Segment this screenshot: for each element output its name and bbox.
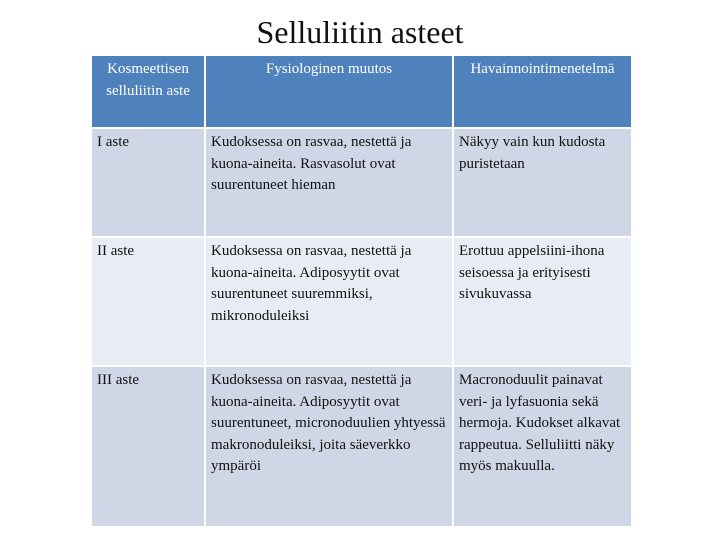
observation-text: Macronoduulit painavat veri- ja lyfasuonia sekä hermoja. Kudokset alkavat rappeutua. Selluliitti näky myös makuulla. — [459, 372, 621, 474]
grade-text: III aste — [97, 372, 140, 388]
table-row — [91, 128, 632, 237]
header-physiological-change — [205, 55, 453, 128]
slide-title: Selluliitin asteet — [256, 14, 464, 50]
grade-cell — [91, 366, 205, 527]
change-cell — [205, 128, 453, 237]
grade-cell — [91, 128, 205, 237]
cellulite-grade-table — [90, 54, 633, 528]
observation-text: Näkyy vain kun kudosta puristetaan — [459, 134, 606, 172]
table-header-row — [91, 55, 632, 128]
change-text: Kudoksessa on rasvaa, nestettä ja kuona-aineita. Rasvasolut ovat suurentuneet hieman — [211, 134, 412, 193]
header-observation-method — [453, 55, 632, 128]
header-change-label: Fysiologinen muutos — [265, 61, 393, 77]
observation-cell — [453, 237, 632, 366]
grade-cell — [91, 237, 205, 366]
grade-text: I aste — [97, 134, 130, 150]
table-row — [91, 237, 632, 366]
observation-cell — [453, 128, 632, 237]
change-cell — [205, 366, 453, 527]
header-observation-label: Havainnointimenetelmä — [470, 61, 615, 77]
change-cell — [205, 237, 453, 366]
observation-text: Erottuu appelsiini-ihona seisoessa ja erityisesti sivukuvassa — [459, 243, 605, 302]
observation-cell — [453, 366, 632, 527]
grade-text: II aste — [97, 243, 135, 259]
table-row — [91, 366, 632, 527]
change-text: Kudoksessa on rasvaa, nestettä ja kuona-aineita. Adiposyytit ovat suurentuneet suuremmiksi, mikronoduleiksi — [211, 243, 412, 324]
header-grade-label: Kosmeettisen selluliitin aste — [106, 61, 190, 99]
change-text: Kudoksessa on rasvaa, nestettä ja kuona-aineita. Adiposyytit ovat suurentuneet, micronoduulien yhtyessä makronoduleiksi, joita säeverkko ympäröi — [211, 372, 446, 474]
header-grade — [91, 55, 205, 128]
